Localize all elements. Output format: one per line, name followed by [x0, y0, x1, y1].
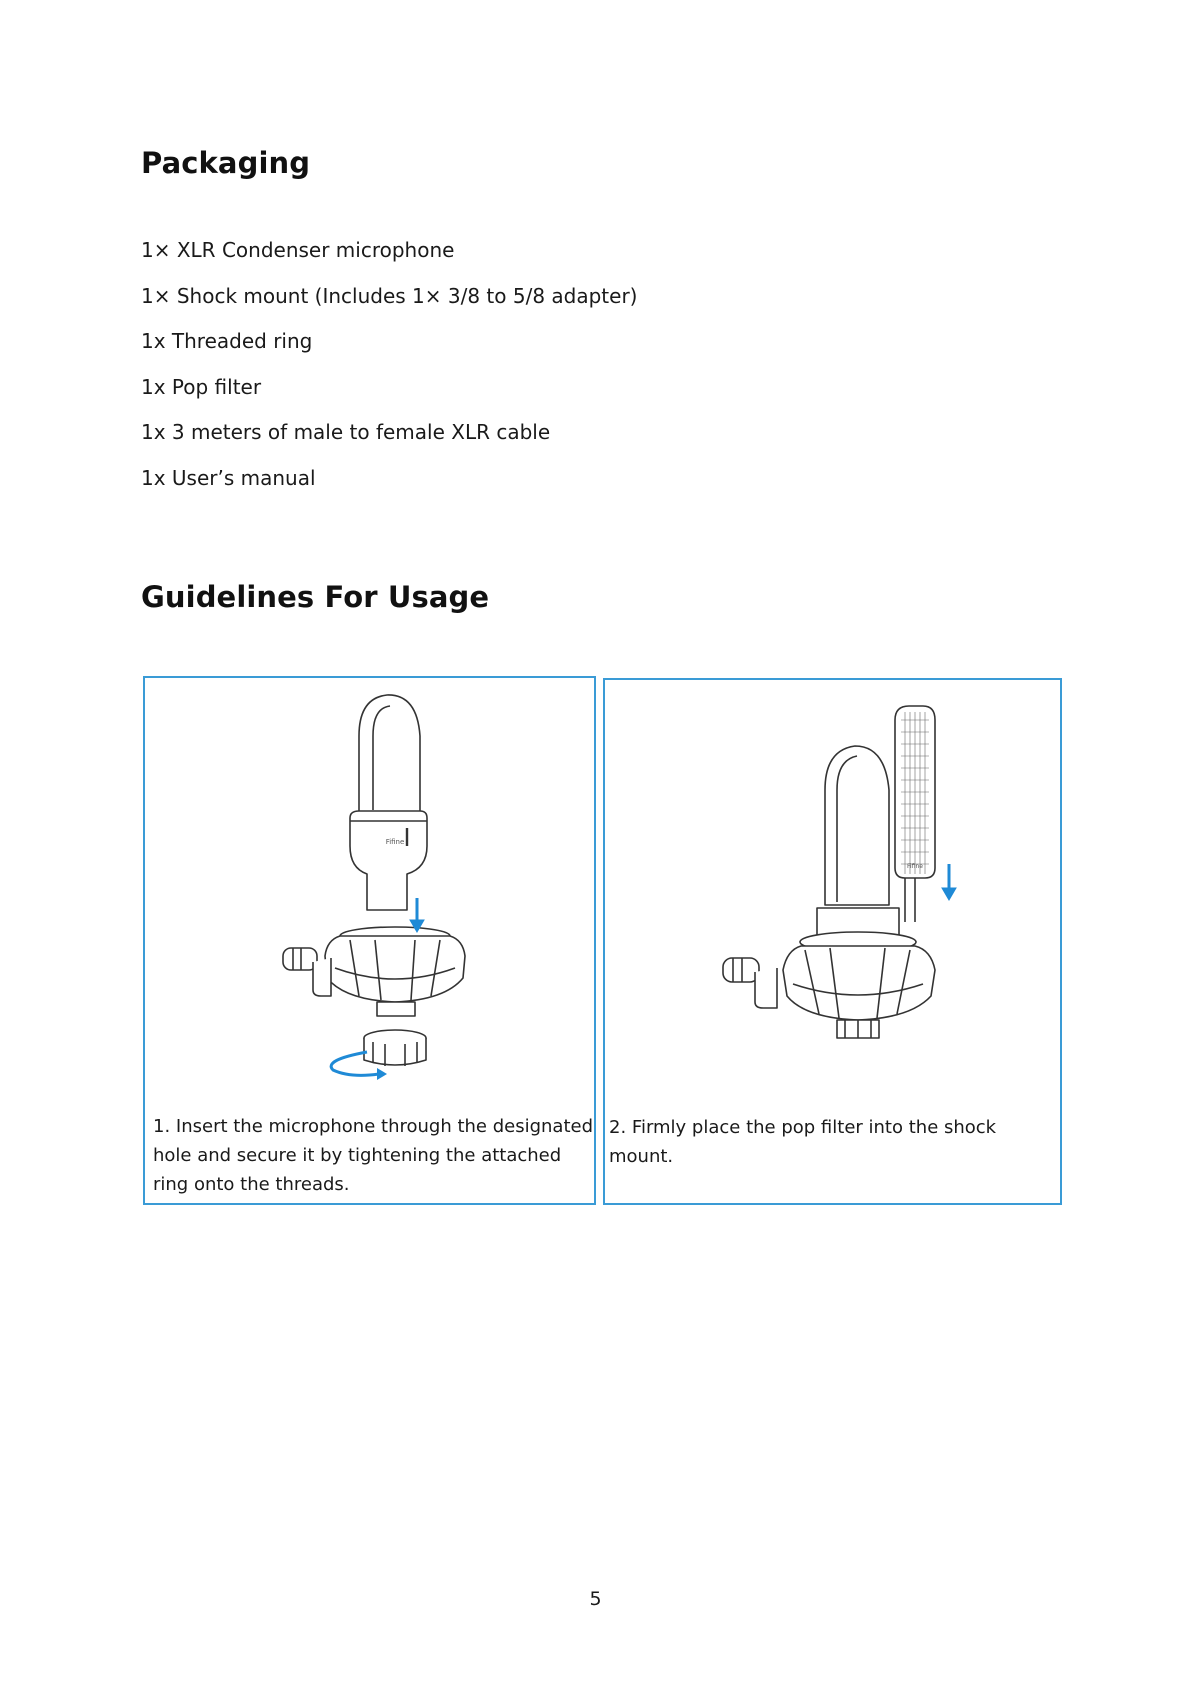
packaging-heading: Packaging: [141, 146, 311, 180]
usage-step-2-panel: [603, 678, 1062, 1205]
pop-filter-brand-mark: Fifine: [907, 863, 923, 870]
usage-heading: Guidelines For Usage: [141, 580, 490, 614]
packaging-item: 1x Pop filter: [141, 374, 262, 399]
page-number: 5: [589, 1588, 602, 1610]
usage-step-1-caption: 1. Insert the microphone through the designated hole and secure it by tightening the attached ring onto the threads.: [153, 1116, 594, 1195]
usage-step-1-panel: [143, 676, 596, 1205]
packaging-item: 1x User’s manual: [141, 465, 316, 490]
packaging-list: [141, 236, 637, 509]
packaging-item: 1x 3 meters of male to female XLR cable: [141, 420, 551, 444]
microphone-insert-illustration: [145, 678, 594, 1108]
pop-filter-illustration: [605, 680, 1060, 1108]
usage-step-2-caption: 2. Firmly place the pop filter into the shock mount.: [609, 1117, 997, 1167]
packaging-item: 1x Threaded ring: [141, 329, 313, 353]
mic-brand-mark: Fifine: [385, 838, 405, 846]
packaging-item: 1× XLR Condenser microphone: [141, 238, 455, 262]
packaging-item: 1× Shock mount (Includes 1× 3/8 to 5/8 adapter): [141, 283, 638, 308]
